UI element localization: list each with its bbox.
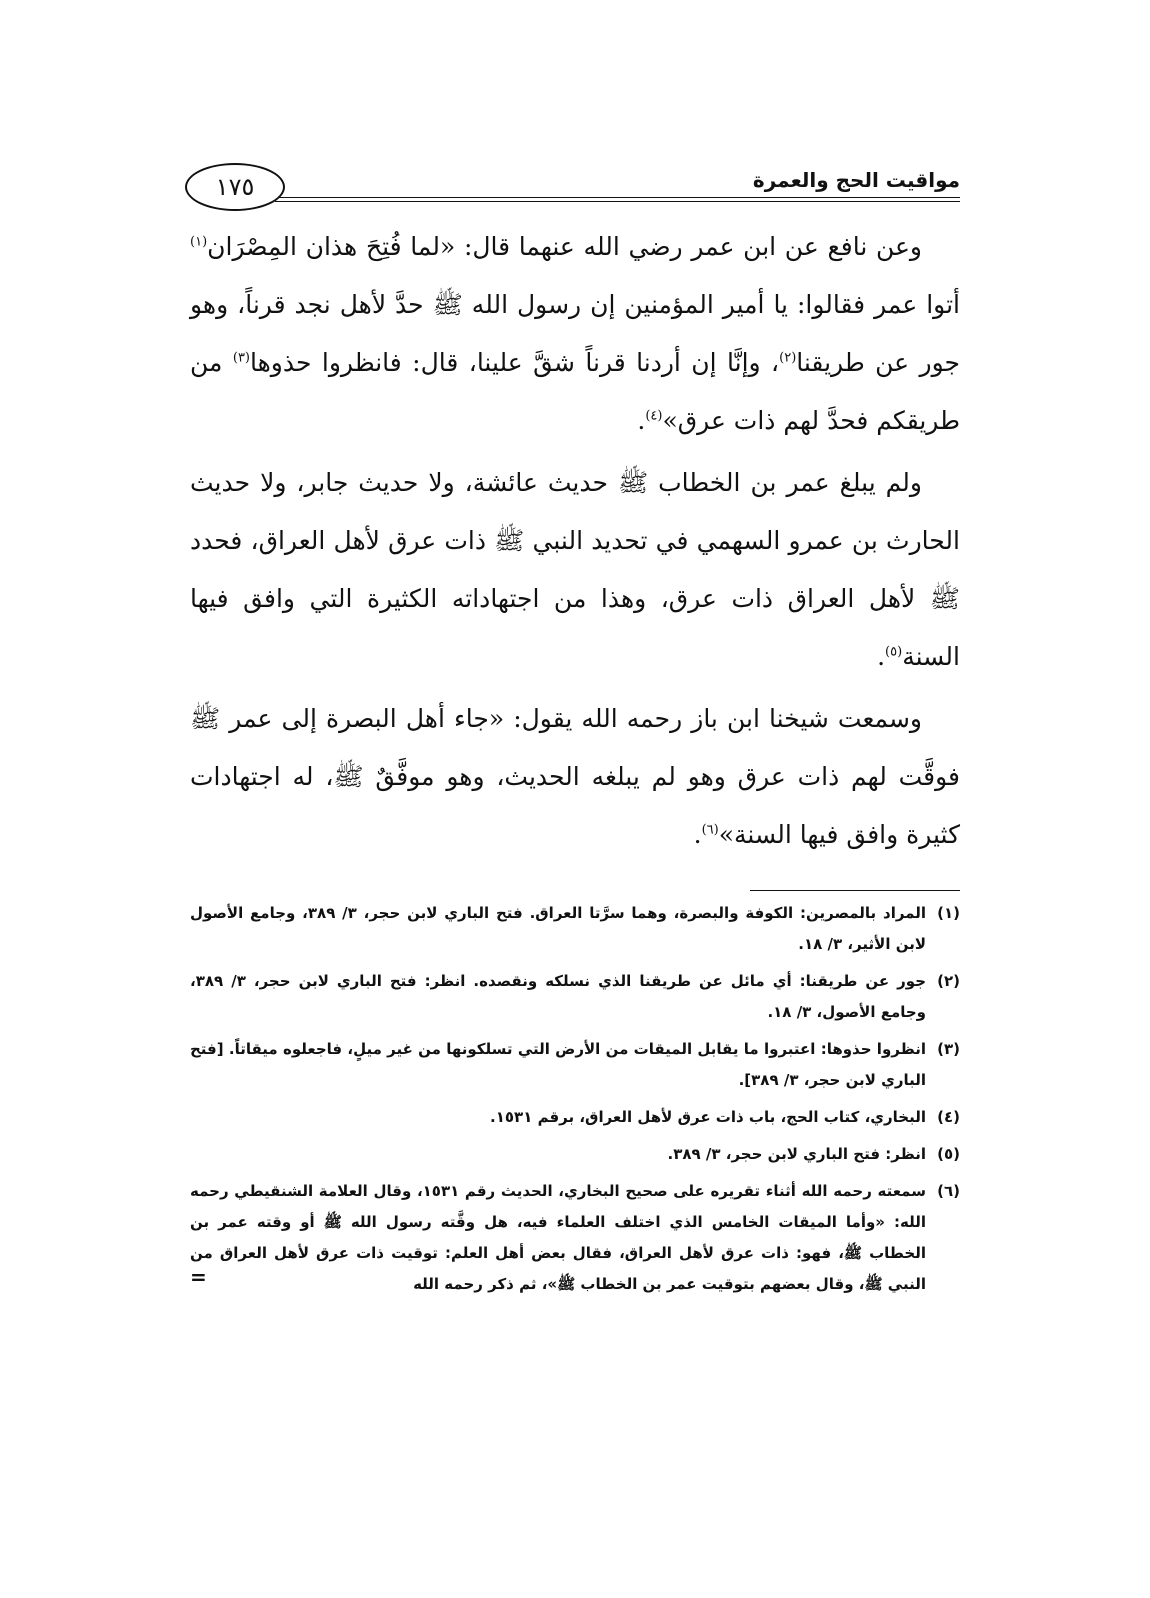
footnotes <box>190 898 960 1306</box>
paragraph-text: ولم يبلغ عمر بن الخطاب ﷺ حديث عائشة، ولا حديث جابر، ولا حديث الحارث بن عمرو السهمي في تحديد النبي ﷺ ذات عرق لأهل العراق، فحدد ﷺ لأهل العراق ذات عرق، وهذا من اجتهاداته الكثيرة التي وافق فيها السنة <box>190 468 960 671</box>
footnote <box>190 1176 960 1300</box>
paragraph <box>190 454 960 686</box>
header-rule <box>275 197 960 198</box>
footnote-reference: (٥) <box>885 644 903 660</box>
footnote-text: جور عن طريقنا: أي مائل عن طريقنا الذي نسلكه ونقصده. انظر: فتح الباري لابن حجر، ٣/ ٣٨٩، وجامع الأصول، ٣/ ١٨. <box>190 972 927 1021</box>
footnote-text: البخاري، كتاب الحج، باب ذات عرق لأهل العراق، برقم ١٥٣١. <box>490 1108 926 1126</box>
footnote-reference: (٤) <box>645 408 663 424</box>
running-title: مواقيت الحج والعمرة <box>752 168 960 192</box>
footnote-number: (٦) <box>937 1182 960 1200</box>
footnote-reference: (٢) <box>779 350 797 366</box>
footnote-text: انظروا حذوها: اعتبروا ما يقابل الميقات من الأرض التي تسلكونها من غير ميلٍ، فاجعلوه ميقاتاً. [فتح الباري لابن حجر، ٣/ ٣٨٩]. <box>190 1040 926 1089</box>
footnote-separator <box>750 890 960 891</box>
footnote-text: سمعته رحمه الله أثناء تقريره على صحيح البخاري، الحديث رقم ١٥٣١، وقال العلامة الشنقيطي رحمه الله: «وأما الميقات الخامس الذي اختلف العلماء فيه، هل وقَّته رسول الله ﷺ أو وقته عمر بن الخطاب ﷺ، فهو: ذات عرق لأهل العراق، فقال بعض أهل العلم: توقيت ذات عرق لأهل العراق من النبي ﷺ، وقال بعضهم بتوقيت عمر بن الخطاب ﷺ»، ثم ذكر رحمه الله <box>190 1182 926 1293</box>
paragraph-text: ، وإنَّا إن أردنا قرناً شقَّ علينا، قال: فانظروا حذوها <box>250 348 780 377</box>
paragraph-text: . <box>877 642 886 671</box>
footnote <box>190 898 960 960</box>
footnote-reference: (٣) <box>232 350 250 366</box>
paragraph <box>190 218 960 450</box>
footnote-text: المراد بالمصرين: الكوفة والبصرة، وهما سرَّتا العراق. فتح الباري لابن حجر، ٣/ ٣٨٩، وجامع الأصول لابن الأثير، ٣/ ١٨. <box>190 904 927 953</box>
header-rule-secondary <box>275 201 960 202</box>
footnote-reference: (٦) <box>701 822 719 838</box>
paragraph-text: من طريقكم فحدَّ لهم ذات عرق» <box>190 348 960 435</box>
paragraph-text: وعن نافع عن ابن عمر رضي الله عنهما قال: «لما فُتِحَ هذان المِصْرَان <box>207 232 922 261</box>
footnote-text: انظر: فتح الباري لابن حجر، ٣/ ٣٨٩. <box>667 1145 926 1163</box>
paragraph-text: . <box>637 406 646 435</box>
paragraph-text: أتوا عمر فقالوا: يا أمير المؤمنين إن رسول الله ﷺ حدَّ لأهل نجد قرناً، وهو جور عن طريقنا <box>190 290 960 377</box>
continuation-mark: = <box>190 1265 207 1289</box>
main-text <box>190 218 960 868</box>
footnote <box>190 1034 960 1096</box>
footnote-number: (١) <box>937 904 960 922</box>
page-number <box>185 163 285 211</box>
footnote-reference: (١) <box>190 234 208 250</box>
paragraph <box>190 690 960 864</box>
footnote-number: (٢) <box>937 972 960 990</box>
page-number-text: ١٧٥ <box>215 173 255 201</box>
paragraph-text: . <box>693 820 702 849</box>
footnote <box>190 966 960 1028</box>
footnote-number: (٥) <box>937 1145 960 1163</box>
footnote <box>190 1102 960 1133</box>
paragraph-text: وسمعت شيخنا ابن باز رحمه الله يقول: «جاء أهل البصرة إلى عمر ﷺ فوقَّت لهم ذات عرق وهو لم يبلغه الحديث، وهو موفَّقٌ ﷺ، له اجتهادات كثيرة وافق فيها السنة» <box>190 704 960 849</box>
footnote-number: (٣) <box>937 1040 960 1058</box>
footnote <box>190 1139 960 1170</box>
footnote-number: (٤) <box>937 1108 960 1126</box>
